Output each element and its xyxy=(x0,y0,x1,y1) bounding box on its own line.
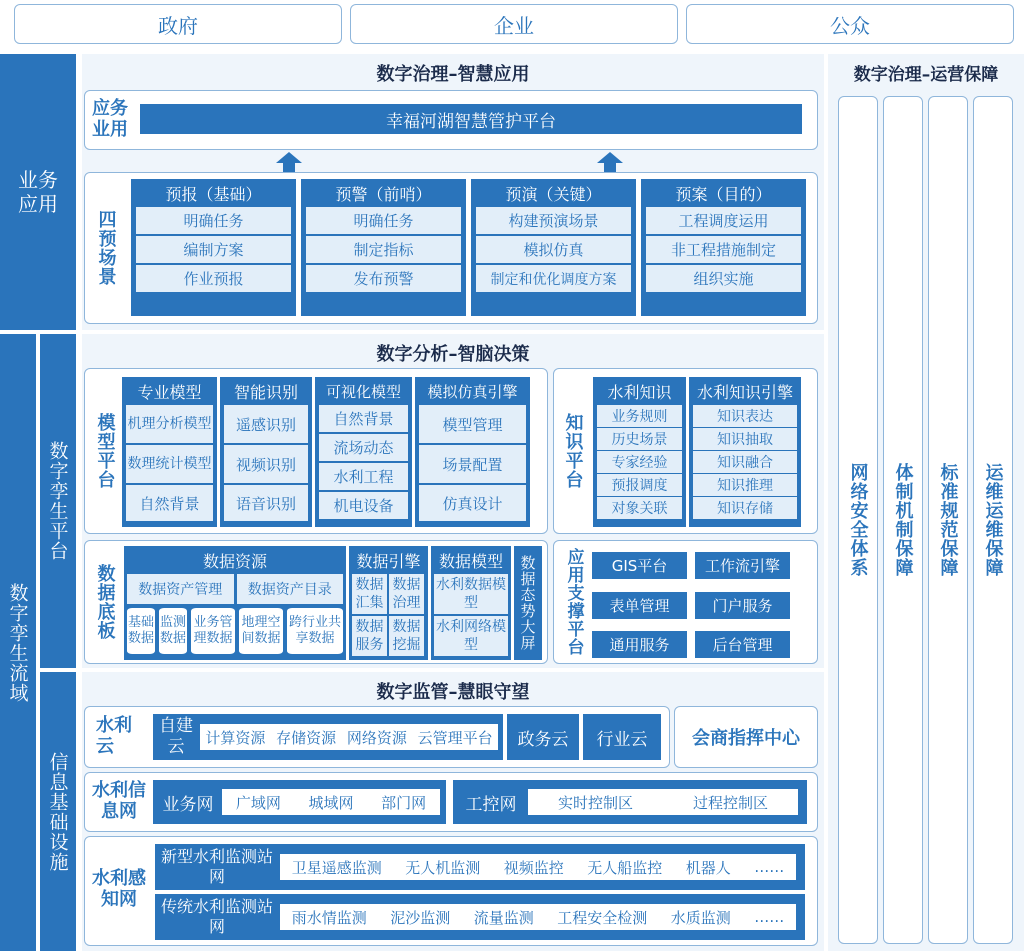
model-item: 模型管理 xyxy=(419,405,526,443)
db-cylinder: 监测数据 xyxy=(158,607,188,655)
self-cloud-label: 自建云 xyxy=(159,716,193,757)
data-engine xyxy=(349,546,428,660)
knowledge-item: 对象关联 xyxy=(597,497,682,519)
up-arrow-icon xyxy=(597,152,623,172)
data-base-label: 数据底板 xyxy=(94,564,116,640)
model-professional xyxy=(122,377,217,527)
scenario-title: 预案（目的） xyxy=(675,184,772,204)
support-form: 表单管理 xyxy=(592,592,687,619)
network-label: 水利信息网 xyxy=(92,780,146,822)
monitor-item: 机器人 xyxy=(685,858,731,877)
scenario-title: 预警（前哨） xyxy=(335,184,432,204)
engine-item: 数据挖掘 xyxy=(389,616,424,656)
monitor-item: 卫星遥感监测 xyxy=(291,858,382,877)
scenario-item: 工程调度运用 xyxy=(646,207,801,234)
knowledge-item: 预报调度 xyxy=(597,474,682,496)
scenario-item: 明确任务 xyxy=(306,207,461,234)
industry-cloud: 行业云 xyxy=(583,714,661,760)
monitor-item: 无人机监测 xyxy=(405,858,481,877)
knowledge-water xyxy=(593,377,686,527)
data-resources xyxy=(124,546,346,660)
support-backend: 后台管理 xyxy=(695,631,790,658)
cloud-item: 网络资源 xyxy=(346,728,407,747)
scenario-forecast xyxy=(131,179,296,316)
scenario-item: 作业预报 xyxy=(136,265,291,292)
knowledge-item: 知识推理 xyxy=(693,474,797,496)
engine-item: 数据汇集 xyxy=(352,574,387,614)
support-portal: 门户服务 xyxy=(695,592,790,619)
infra-label: 信息基础设施 xyxy=(40,672,76,951)
knowledge-item: 专家经验 xyxy=(597,451,682,473)
model-platform-label: 模型平台 xyxy=(94,413,116,489)
section1-title: 数字治理–智慧应用 xyxy=(376,64,530,85)
asset-management: 数据资产管理 xyxy=(127,574,234,604)
support-platform-label: 应用支撑平台 xyxy=(563,548,584,656)
cloud-items xyxy=(200,724,498,750)
scenario-item: 构建预演场景 xyxy=(476,207,631,234)
twin-domain-label: 数字孪生流域 xyxy=(0,334,36,951)
model-item: 仿真设计 xyxy=(419,485,526,521)
monitor-item: 雨水情监测 xyxy=(291,908,367,927)
knowledge-title: 水利知识引擎 xyxy=(696,382,793,402)
application-label: 应务业用 xyxy=(92,98,128,140)
scenario-plan xyxy=(641,179,806,316)
network-item: 部门网 xyxy=(381,793,427,812)
data-model-item: 水利数据模型 xyxy=(434,574,508,614)
model-item: 语音识别 xyxy=(224,485,308,521)
model-item: 自然背景 xyxy=(126,485,213,521)
db-cylinder: 跨行业共享数据 xyxy=(286,607,344,655)
db-cylinder: 基础数据 xyxy=(126,607,156,655)
business-network-label: 业务网 xyxy=(162,794,214,815)
knowledge-title: 水利知识 xyxy=(607,382,672,402)
model-recognition xyxy=(220,377,312,527)
model-title: 模拟仿真引擎 xyxy=(427,382,518,401)
scenario-item: 非工程措施制定 xyxy=(646,236,801,263)
model-visual xyxy=(315,377,412,527)
model-title: 智能识别 xyxy=(233,382,298,402)
support-workflow: 工作流引擎 xyxy=(695,552,790,579)
data-model-title: 数据模型 xyxy=(438,551,503,571)
engine-title: 数据引擎 xyxy=(356,551,421,571)
top-public: 公众 xyxy=(686,4,1014,44)
model-item: 数理统计模型 xyxy=(126,445,213,483)
data-model-item: 水利网络模型 xyxy=(434,616,508,656)
scenario-item: 模拟仿真 xyxy=(476,236,631,263)
knowledge-item: 知识表达 xyxy=(693,405,797,427)
support-gis: GIS平台 xyxy=(592,552,687,579)
business-app-label: 业务应用 xyxy=(0,54,76,330)
new-station-items xyxy=(280,854,796,880)
scenario-item: 发布预警 xyxy=(306,265,461,292)
new-station-label: 新型水利监测站网 xyxy=(160,847,273,886)
gov-cloud: 政务云 xyxy=(507,714,579,760)
business-network-items xyxy=(222,789,440,815)
cloud-item: 存储资源 xyxy=(276,728,337,747)
model-item: 视频识别 xyxy=(224,445,308,483)
model-item: 自然背景 xyxy=(319,405,408,432)
knowledge-item: 业务规则 xyxy=(597,405,682,427)
model-simulation xyxy=(415,377,530,527)
scenario-item: 制定指标 xyxy=(306,236,461,263)
guarantee-network-security: 网络安全体系 xyxy=(838,96,878,944)
twin-platform-label: 数字孪生平台 xyxy=(40,334,76,668)
db-cylinder: 地理空间数据 xyxy=(238,607,284,655)
scenario-label: 四预场景 xyxy=(95,210,117,286)
top-government: 政府 xyxy=(14,4,342,44)
monitor-item: 视频监控 xyxy=(503,858,564,877)
old-station-label: 传统水利监测站网 xyxy=(160,897,273,936)
knowledge-item: 历史场景 xyxy=(597,428,682,450)
scenario-warning xyxy=(301,179,466,316)
scenario-title: 预报（基础） xyxy=(165,184,262,204)
guarantee-operation: 运维运维保障 xyxy=(973,96,1013,944)
knowledge-item: 知识抽取 xyxy=(693,428,797,450)
monitor-item: 工程安全检测 xyxy=(557,908,648,927)
top-enterprise: 企业 xyxy=(350,4,678,44)
model-item: 机理分析模型 xyxy=(126,405,213,443)
data-situation-screen: 数据态势大屏 xyxy=(514,546,542,660)
monitor-item: 水质监测 xyxy=(670,908,731,927)
asset-catalog: 数据资产目录 xyxy=(237,574,344,604)
model-item: 遥感识别 xyxy=(224,405,308,443)
data-model xyxy=(431,546,511,660)
network-item: 城域网 xyxy=(308,793,354,812)
knowledge-item: 知识存储 xyxy=(693,497,797,519)
knowledge-platform-label: 知识平台 xyxy=(562,413,584,489)
cloud-label: 水利云 xyxy=(96,715,132,757)
scenario-item: 明确任务 xyxy=(136,207,291,234)
model-title: 可视化模型 xyxy=(325,382,401,401)
monitor-item: …… xyxy=(754,908,785,926)
command-center: 会商指挥中心 xyxy=(674,706,818,768)
resources-title: 数据资源 xyxy=(202,551,267,571)
model-title: 专业模型 xyxy=(137,382,202,402)
cloud-item: 云管理平台 xyxy=(417,728,493,747)
model-item: 流场动态 xyxy=(319,434,408,461)
scenario-title: 预演（关键） xyxy=(505,184,602,204)
operation-guarantee-title: 数字治理–运营保障 xyxy=(853,65,999,85)
network-item: 过程控制区 xyxy=(692,793,768,812)
monitor-item: 流量监测 xyxy=(473,908,534,927)
section2-title: 数字分析–智脑决策 xyxy=(376,344,530,365)
model-item: 水利工程 xyxy=(319,463,408,490)
platform-banner: 幸福河湖智慧管护平台 xyxy=(140,104,802,134)
knowledge-engine xyxy=(689,377,801,527)
control-network-label: 工控网 xyxy=(465,794,517,815)
db-cylinder: 业务管理数据 xyxy=(190,607,236,655)
knowledge-item: 知识融合 xyxy=(693,451,797,473)
old-station-items xyxy=(280,904,796,930)
monitor-item: 无人船监控 xyxy=(587,858,663,877)
cloud-item: 计算资源 xyxy=(205,728,266,747)
model-item: 机电设备 xyxy=(319,492,408,519)
guarantee-institution: 体制机制保障 xyxy=(883,96,923,944)
model-item: 场景配置 xyxy=(419,445,526,483)
monitor-item: 泥沙监测 xyxy=(390,908,451,927)
scenario-rehearsal xyxy=(471,179,636,316)
network-item: 实时控制区 xyxy=(557,793,633,812)
network-item: 广域网 xyxy=(235,793,281,812)
guarantee-standards: 标准规范保障 xyxy=(928,96,968,944)
engine-item: 数据服务 xyxy=(352,616,387,656)
scenario-item: 组织实施 xyxy=(646,265,801,292)
support-common: 通用服务 xyxy=(592,631,687,658)
scenario-item: 制定和优化调度方案 xyxy=(476,265,631,292)
up-arrow-icon xyxy=(276,152,302,172)
scenario-item: 编制方案 xyxy=(136,236,291,263)
engine-item: 数据治理 xyxy=(389,574,424,614)
section3-title: 数字监管–慧眼守望 xyxy=(376,682,530,703)
monitor-item: …… xyxy=(754,858,785,876)
sensing-label: 水利感知网 xyxy=(92,868,146,910)
control-network-items xyxy=(528,789,798,815)
